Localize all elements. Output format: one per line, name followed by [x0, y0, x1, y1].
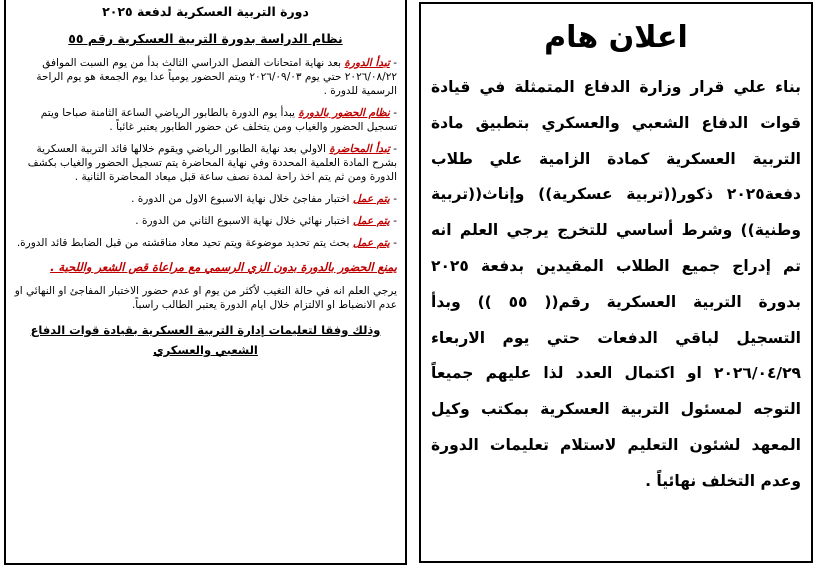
section-label: يتم عمل [352, 215, 390, 227]
section-research: - يتم عمل بحث يتم تحديد موضوعة ويتم تحيد معاد مناقشته من قبل الضابط قائد الدورة. [16, 237, 397, 249]
section-label: نظام الحضور بالدورة [298, 107, 390, 119]
section-final-exam: - يتم عمل اختبار نهائي خلال نهاية الاسبوع الثاني من الدورة . [135, 215, 397, 227]
column-gap [407, 0, 419, 565]
study-system-title: نظام الدراسة بدورة التربية العسكرية رقم ٥٥ [68, 31, 343, 46]
uniform-notice: يمنع الحضور بالدورة بدون الزي الرسمي مع مراعاة قص الشعر واللحية . [50, 260, 397, 274]
section-text: الاولي بعد نهاية الطابور الرياضي ويقوم خلالها قائد التربية العسكرية بشرح المادة العلمية المحددة وفي نهاية المحاضرة يتم تسجيل الحضور والغياب بكشف الدورة ومن ثم يتم اخذ راحة لمدة نصف ساعة قبل ميعاد المحاضرة الثانية . [27, 143, 397, 183]
announcement-column [419, 2, 813, 563]
section-quiz: - يتم عمل اختبار مفاجئ خلال نهاية الاسبوع الاول من الدورة . [131, 193, 397, 205]
section-attendance: - نظام الحضور بالدورة يبدأ يوم الدورة بالطابور الرياضي الساعة الثامنة صباحا ويتم تسجيل الحضور والغياب ومن يتخلف عن حضور الطابور يعتبر غائباً . [40, 107, 397, 133]
section-text: بحث يتم تحديد موضوعة ويتم تحيد معاد مناقشته من قبل الضابط قائد الدورة. [16, 237, 350, 249]
closing-statement: وذلك وفقا لتعليمات إدارة التربية العسكرية بقيادة قوات الدفاع الشعبي والعسكري [30, 323, 381, 357]
announcement-title: اعلان هام [544, 20, 688, 55]
announcement-body: بناء علي قرار وزارة الدفاع المتمثلة في قيادة قوات الدفاع الشعبي والعسكري بتطبيق مادة التربية العسكرية كمادة الزامية علي طلاب دفعة٢٠٢٥ ذكور((تربية عسكرية)) وإناث((تربية وطنية)) وشرط أساسي للتخرج يرجي العلم انه تم إدراج جميع الطلاب المقيدين بدفعة ٢٠٢٥ بدورة التربية العسكرية رقم(( ٥٥ )) وبدأ التسجيل لباقي الدفعات حتي يوم الاربعاء ٢٠٢٦/٠٤/٢٩ او اكتمال العدد لذا عليهم جميعاً التوجه لمسئول التربية العسكرية بمكتب وكيل المعهد لشئون التعليم لاستلام تعليمات الدورة وعدم التخلف نهائياً . [431, 78, 801, 490]
study-system-column [4, 0, 407, 565]
section-course-start: - تبدأ الدورة بعد نهاية امتحانات الفصل الدراسي الثالث بدأ من يوم السبت الموافق ٢٠٢٦/٠٨/٢٢ حتي يوم ٢٠٢٦/٠٩/٠٣ ويتم الحضور يومياً عدا يوم الجمعة هو يوم الراحة الرسمية للدورة . [36, 57, 397, 97]
section-lecture: - تبدأ المحاضرة الاولي بعد نهاية الطابور الرياضي ويقوم خلالها قائد التربية العسكرية بشرح المادة العلمية المحددة وفي نهاية المحاضرة يتم تسجيل الحضور والغياب بكشف الدورة ومن ثم يتم اخذ راحة لمدة نصف ساعة قبل ميعاد المحاضرة الثانية . [27, 143, 397, 183]
section-label: يتم عمل [352, 237, 390, 249]
section-text: اختبار مفاجئ خلال نهاية الاسبوع الاول من الدورة . [131, 193, 350, 205]
section-label: يتم عمل [352, 193, 390, 205]
course-header: دورة التربية العسكرية لدفعة ٢٠٢٥ [102, 4, 309, 19]
section-label: تبدأ الدورة [344, 57, 390, 69]
section-text: بعد نهاية امتحانات الفصل الدراسي الثالث بدأ من يوم السبت الموافق ٢٠٢٦/٠٨/٢٢ حتي يوم ٢٠٢٦/٠٩/٠٣ ويتم الحضور يومياً عدا يوم الجمعة هو يوم الراحة الرسمية للدورة . [36, 57, 397, 97]
absence-note: يرجي العلم انه في حالة التغيب لأكثر من يوم او عدم حضور الاختبار المفاجئ او النهائي او عدم الانضباط او الالتزام خلال ايام الدورة يعتبر الطالب راسباً. [14, 285, 397, 311]
section-label: تبدأ المحاضرة [329, 143, 390, 155]
section-text: اختبار نهائي خلال نهاية الاسبوع الثاني من الدورة . [135, 215, 350, 227]
section-text: يبدأ يوم الدورة بالطابور الرياضي الساعة الثامنة صباحا ويتم تسجيل الحضور والغياب ومن يتخلف عن حضور الطابور يعتبر غائباً . [40, 107, 397, 133]
